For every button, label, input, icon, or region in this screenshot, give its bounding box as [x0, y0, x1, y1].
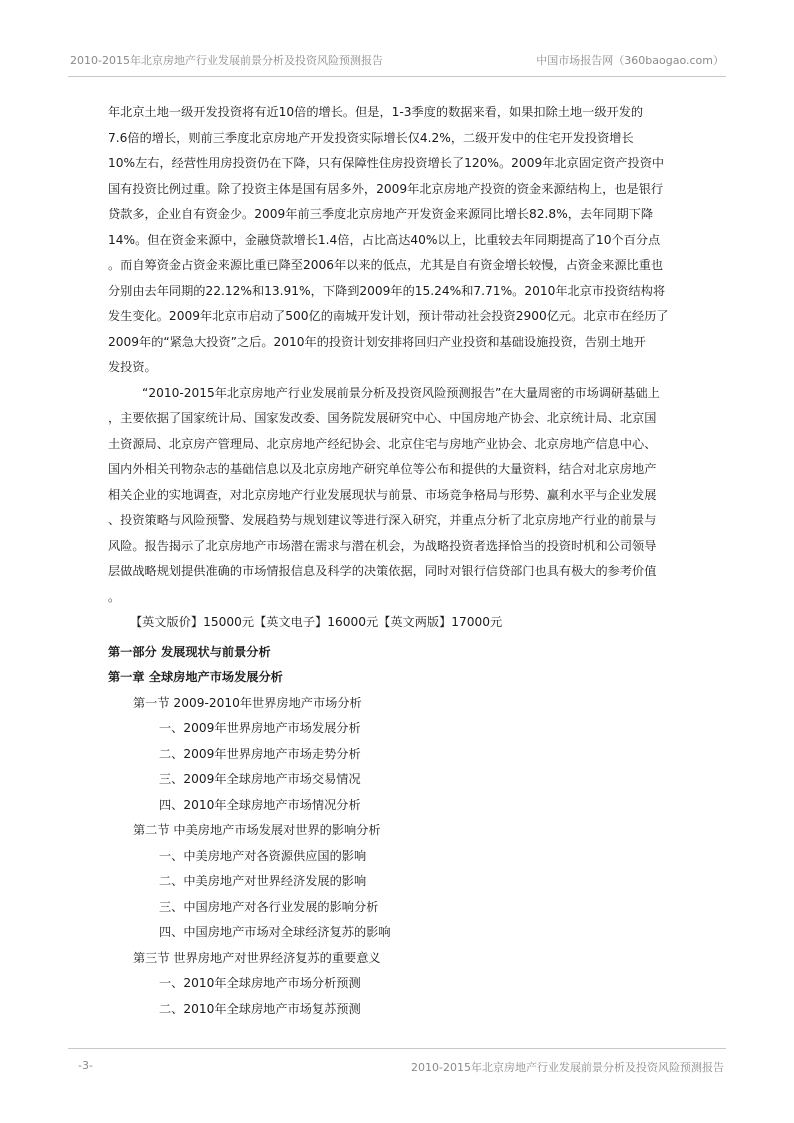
- paragraph-line: 14%。但在资金来源中，金融贷款增长1.4倍，占比高达40%以上，比重较去年同期提高了10个百分点: [108, 232, 661, 247]
- paragraph-line: 7.6倍的增长，则前三季度北京房地产开发投资实际增长仅4.2%，二级开发中的住宅开发投资增长: [108, 130, 634, 145]
- paragraph-line: ，主要依据了国家统计局、国家发改委、国务院发展研究中心、中国房地产协会、北京统计局、北京国: [108, 411, 657, 425]
- paragraph-line: 贷款多，企业自有资金少。2009年前三季度北京房地产开发资金来源同比增长82.8%，去年同期下降: [108, 207, 654, 221]
- toc-chapter-heading: 第一章 全球房地产市场发展分析: [108, 670, 283, 684]
- toc-part-heading: 第一部分 发展现状与前景分析: [108, 644, 271, 659]
- page-header: [68, 52, 726, 72]
- paragraph-line: 年北京土地一级开发投资将有近10倍的增长。但是，1-3季度的数据来看，如果扣除土地一级开发的: [108, 105, 644, 119]
- footer-divider: [68, 1048, 726, 1049]
- paragraph-line: 土资源局、北京房产管理局、北京房地产经纪协会、北京住宅与房地产业协会、北京房地产信息中心、: [108, 436, 657, 451]
- page-content: [108, 100, 693, 1022]
- toc-item: 三、2009年全球房地产市场交易情况: [159, 772, 361, 786]
- page-number: -3-: [78, 1059, 93, 1072]
- toc-item: 二、中美房地产对世界经济发展的影响: [159, 874, 367, 888]
- paragraph-line: 。而自筹资金占资金来源比重已降至2006年以来的低点，尤其是自有资金增长较慢，占资金来源比重也: [108, 258, 664, 272]
- paragraph-line: 、投资策略与风险预警、发展趋势与规划建议等进行深入研究，并重点分析了北京房地产行业的前景与: [108, 513, 657, 527]
- paragraph-line: 层做战略规划提供准确的市场情报信息及科学的决策依据，同时对银行信贷部门也具有极大的参考价值: [108, 564, 657, 578]
- toc-item: 一、中美房地产对各资源供应国的影响: [159, 848, 367, 863]
- header-site-name: 中国市场报告网（360baogao.com）: [536, 54, 724, 67]
- paragraph-line: 国内外相关刊物杂志的基础信息以及北京房地产研究单位等公布和提供的大量资料，结合对北京房地产: [108, 462, 657, 476]
- toc-item: 四、2010年全球房地产市场情况分析: [159, 797, 361, 812]
- paragraph-line: “2010-2015年北京房地产行业发展前景分析及投资风险预测报告”在大量周密的市场调研基础上: [142, 385, 660, 400]
- paragraph-line: 发投资。: [108, 360, 157, 374]
- toc-item: 四、中国房地产市场对全球经济复苏的影响: [159, 925, 391, 939]
- paragraph-line: 。: [108, 589, 121, 604]
- toc-item: 一、2010年全球房地产市场分析预测: [159, 976, 361, 990]
- toc-section-title: 第二节 中美房地产市场发展对世界的影响分析: [133, 823, 381, 837]
- toc-item: 二、2009年世界房地产市场走势分析: [159, 746, 361, 761]
- paragraph-line: 发生变化。2009年北京市启动了500亿的南城开发计划，预计带动社会投资2900亿元。北京市在经历了: [108, 309, 669, 323]
- toc-item: 二、2010年全球房地产市场复苏预测: [159, 1001, 361, 1016]
- toc-item: 三、中国房地产对各行业发展的影响分析: [159, 899, 379, 914]
- paragraph-line: 分别由去年同期的22.12%和13.91%，下降到2009年的15.24%和7.71%。2010年北京市投资结构将: [108, 283, 666, 298]
- paragraph-investment: [108, 100, 693, 381]
- header-divider: [68, 76, 726, 77]
- paragraph-report-intro: [108, 381, 693, 611]
- toc-item: 一、2009年世界房地产市场发展分析: [159, 721, 361, 735]
- price-line: 【英文版价】15000元【英文电子】16000元【英文两版】17000元: [130, 615, 503, 629]
- page-footer: [68, 1059, 726, 1079]
- paragraph-line: 相关企业的实地调查，对北京房地产行业发展现状与前景、市场竞争格局与形势、赢利水平与企业发展: [108, 487, 657, 502]
- header-report-title: 2010-2015年北京房地产行业发展前景分析及投资风险预测报告: [70, 54, 383, 67]
- toc-section-title: 第三节 世界房地产对世界经济复苏的重要意义: [133, 950, 381, 965]
- paragraph-line: 风险。报告揭示了北京房地产市场潜在需求与潜在机会，为战略投资者选择恰当的投资时机和公司领导: [108, 538, 657, 553]
- paragraph-line: 国有投资比例过重。除了投资主体是国有居多外，2009年北京房地产投资的资金来源结构上，也是银行: [108, 181, 664, 196]
- footer-report-title: 2010-2015年北京房地产行业发展前景分析及投资风险预测报告: [411, 1061, 724, 1074]
- paragraph-line: 10%左右，经营性用房投资仍在下降，只有保障性住房投资增长了120%。2009年北京固定资产投资中: [108, 156, 665, 170]
- paragraph-line: 2009年的“紧急大投资”之后。2010年的投资计划安排将回归产业投资和基础设施投资，告别土地开: [108, 334, 646, 349]
- toc-section-title: 第一节 2009-2010年世界房地产市场分析: [133, 695, 362, 710]
